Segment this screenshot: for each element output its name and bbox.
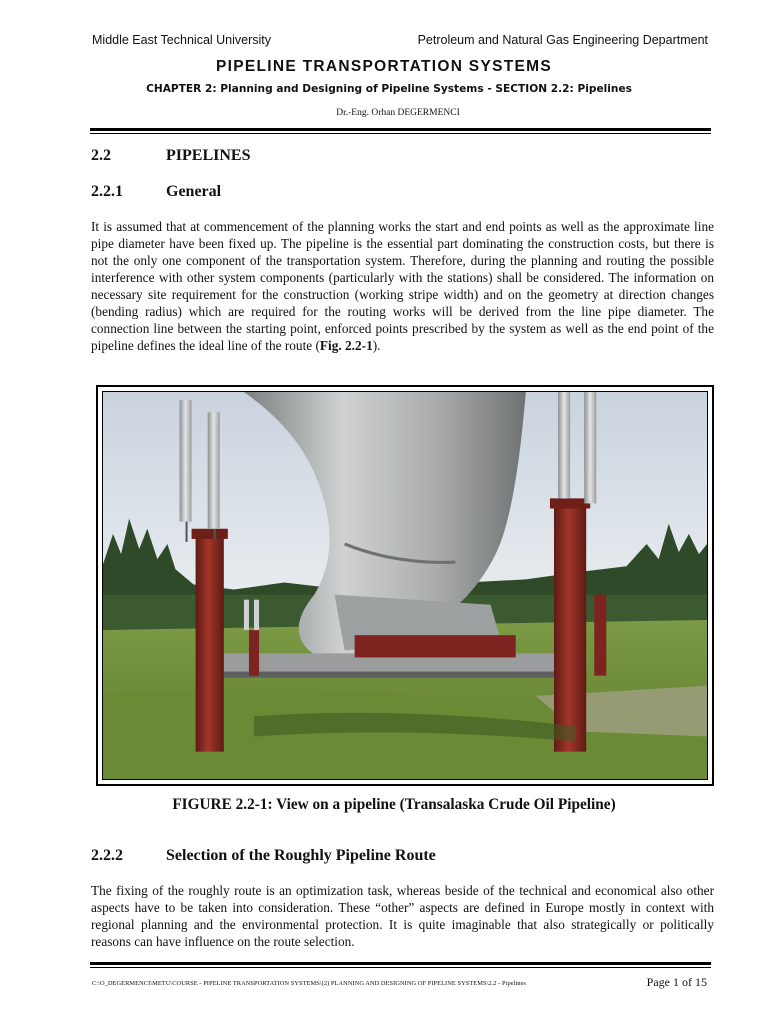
subsection-title: General [166, 183, 222, 200]
subsection-number: 2.2.1 [91, 183, 123, 200]
header-rule [90, 128, 711, 131]
author-line: Dr.-Eng. Orhan DEGERMENCI [336, 108, 460, 118]
subsection-heading-general [91, 183, 221, 201]
figure-caption: FIGURE 2.2-1: View on a pipeline (Transalaska Crude Oil Pipeline) [172, 796, 616, 813]
figure-pipeline [96, 385, 714, 786]
header-university: Middle East Technical University [92, 33, 272, 47]
header-rule-thin [90, 133, 711, 134]
paragraph-general: It is assumed that at commencement of the planning works the start and end points as well as the approximate line pipe diameter have been fixed up. The pipeline is the essential part dominating the construction costs, but there is not the only one component of the transportation system. Therefore, during the planning and routing the possible interference with other system components (particularly with the stations) shall be considered. The information on necessary site requirement for the construction (working stripe width) and on the geometry at direction changes (bending radius) which are required for the routing works will be derived from the line pipe diameter. The connection line between the starting point, enforced points prescribed by the system as well as the end point of the pipeline defines the ideal line of the route (Fig. 2.2-1). [91, 219, 714, 353]
page-number: Page 1 of 15 [646, 975, 707, 989]
footer-file-path: C:\O_DEGERMENCI\METU\COURSE - PIPELINE TRANSPORTATION SYSTEMS\(2) PLANNING AND DESIGNING OF PIPELINE SYSTEMS\2.2 - Pipelines [92, 980, 526, 987]
subsection-number: 2.2.2 [91, 847, 123, 864]
subsection-title: Selection of the Roughly Pipeline Route [166, 847, 436, 864]
chapter-subtitle: CHAPTER 2: Planning and Designing of Pipeline Systems - SECTION 2.2: Pipelines [146, 83, 632, 95]
header-department: Petroleum and Natural Gas Engineering Department [417, 33, 708, 47]
figure-reference: Fig. 2.2-1 [319, 338, 373, 353]
footer-rule [90, 962, 711, 965]
document-title: PIPELINE TRANSPORTATION SYSTEMS [216, 58, 552, 75]
subsection-heading-route [91, 847, 436, 865]
footer-rule-thin [90, 967, 711, 968]
section-title: PIPELINES [166, 147, 251, 164]
section-number: 2.2 [91, 147, 111, 164]
pipeline-photo [102, 391, 708, 780]
section-heading [91, 147, 250, 165]
pipeline-photo-image [103, 392, 707, 779]
paragraph-route: The fixing of the roughly route is an optimization task, whereas beside of the technical and economical also other aspects have to be taken into consideration. These “other” aspects are defined in Europe mostly in context with regional planning and the environmental protection. It is quite imaginable that also strategically or politically reasons can have influence on the route selection. [91, 883, 714, 949]
